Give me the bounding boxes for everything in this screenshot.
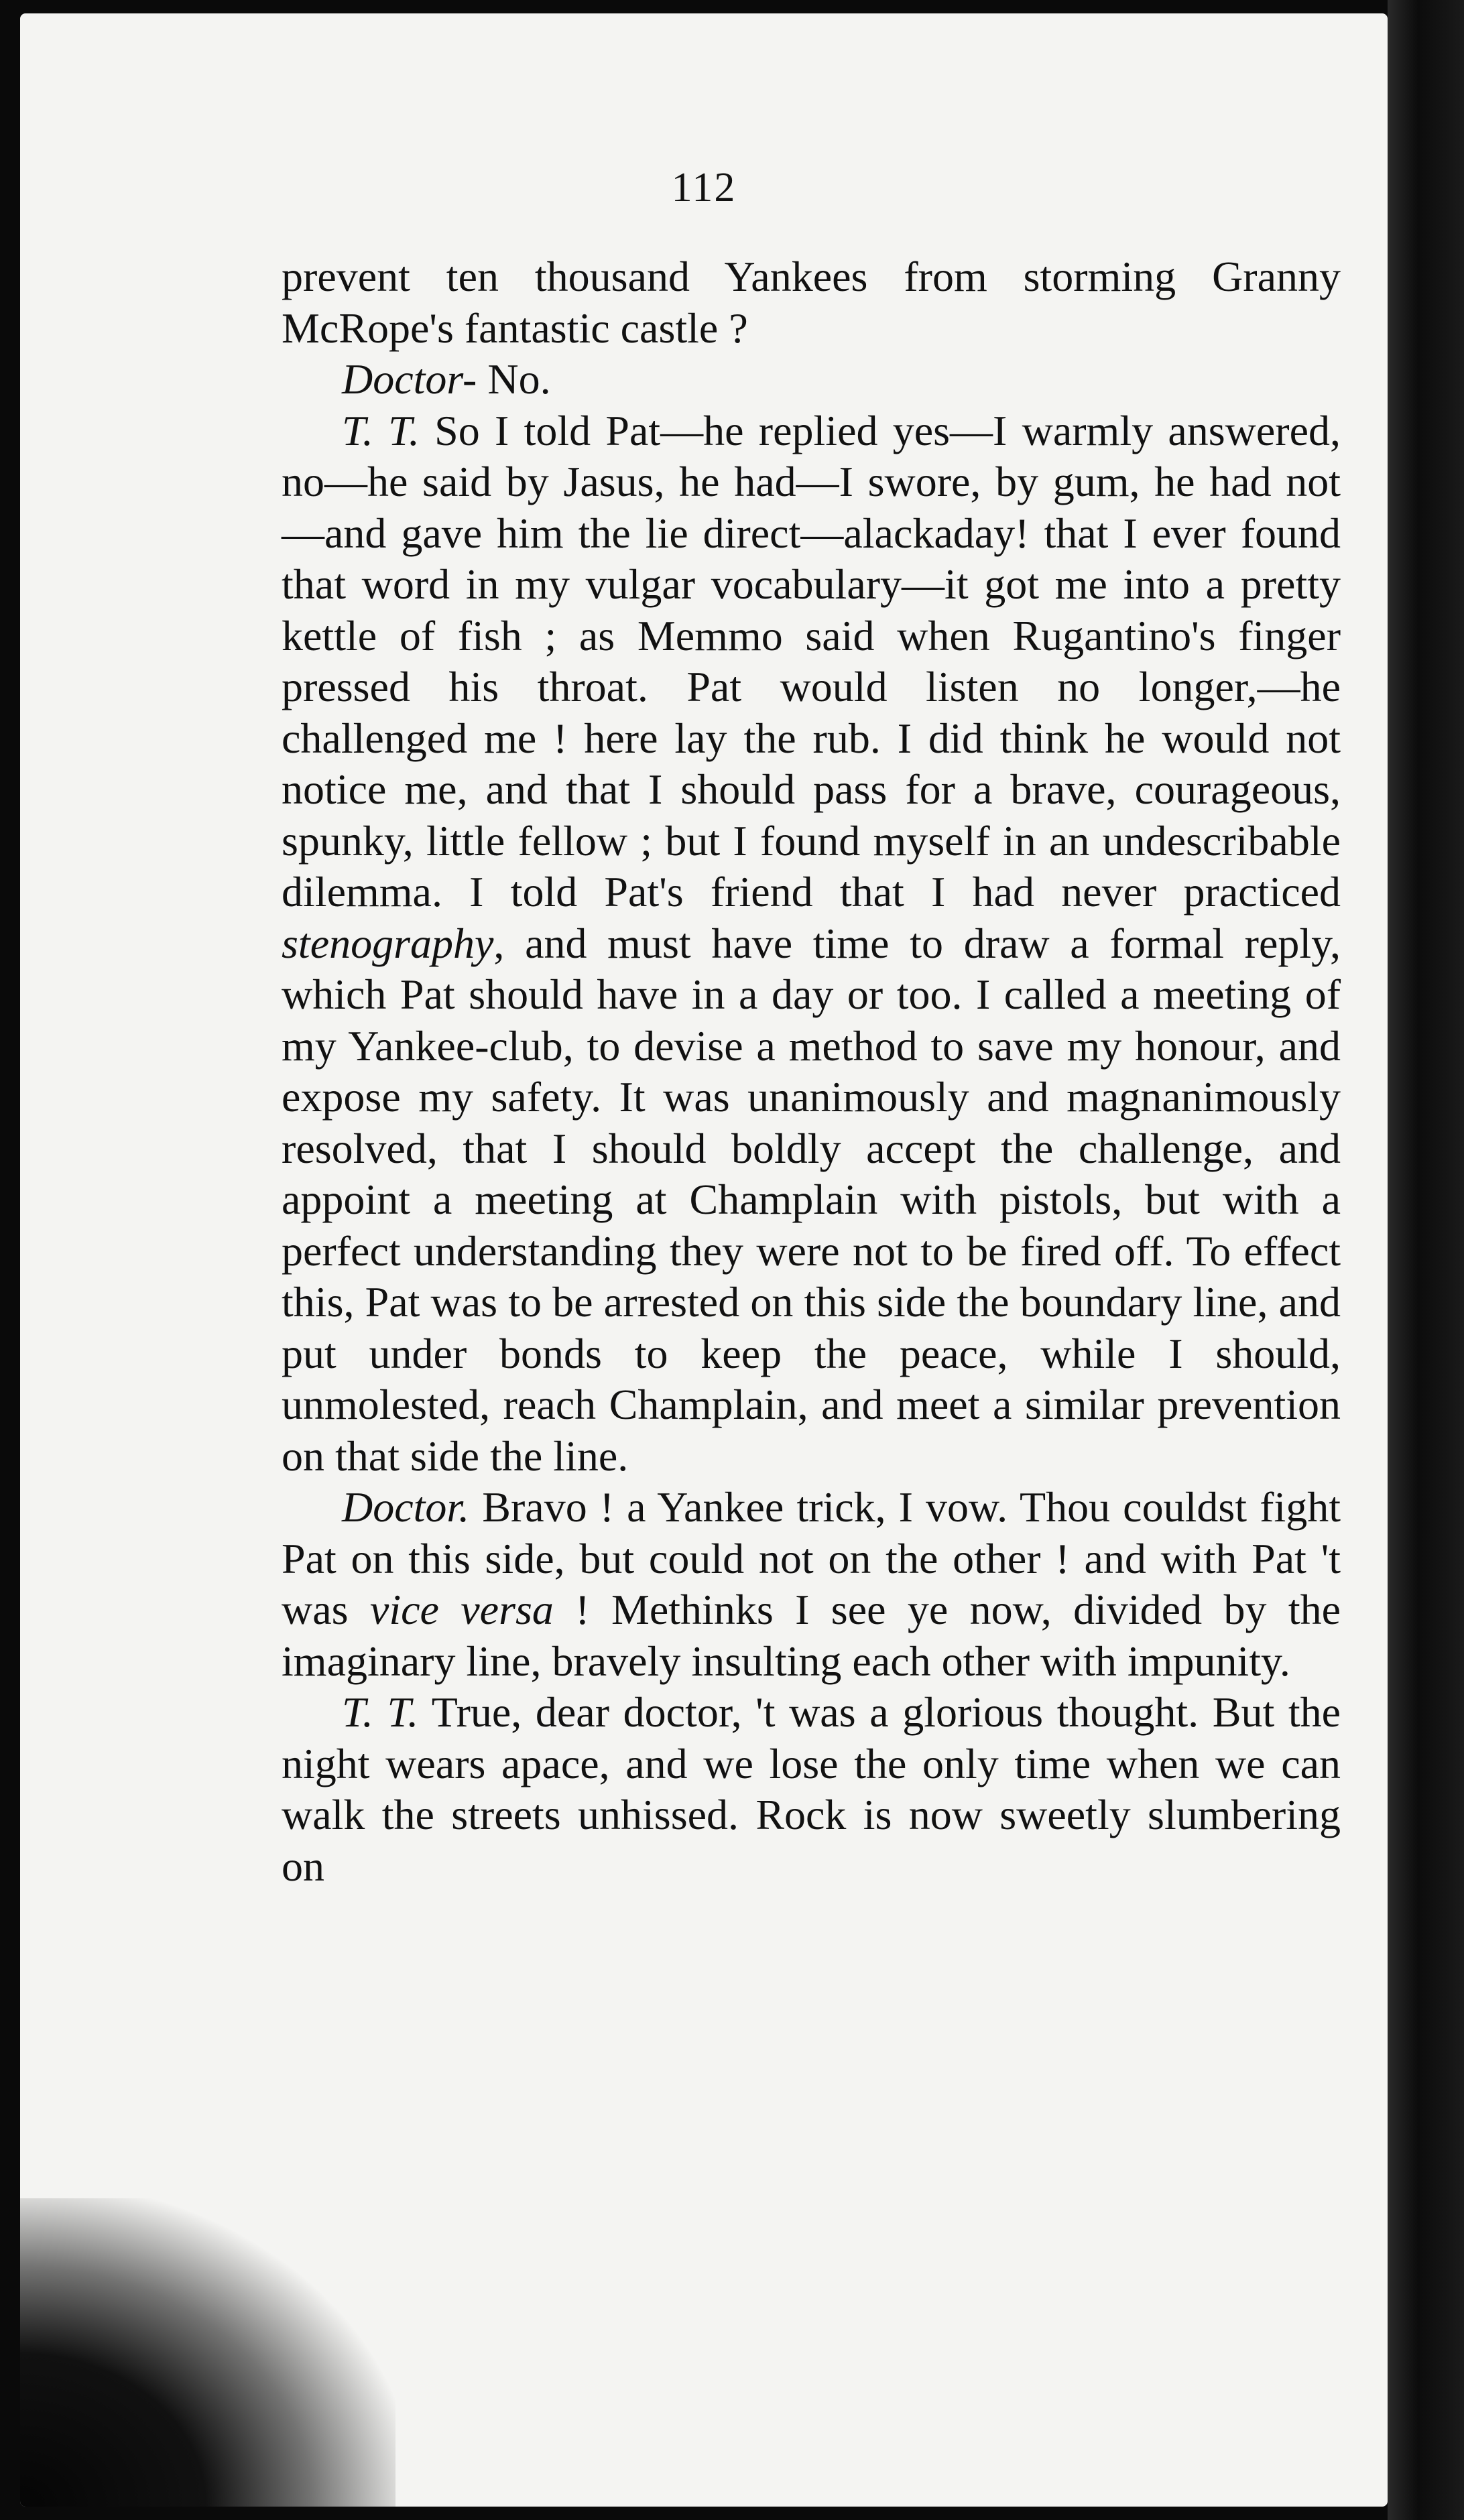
book-page bbox=[20, 13, 1388, 2507]
paragraph-text-continued: ! Methinks I see ye now, divided by the imaginary line, bravely insulting each other with impunity. bbox=[282, 1586, 1341, 1685]
paragraph-text: prevent ten thousand Yankees from storming Granny McRope's fantastic castle ? bbox=[282, 253, 1341, 352]
paragraph-text: True, dear doctor, 't was a glorious thought. But the night wears apace, and we lose the only time when we can walk the streets unhissed. Rock is now sweetly slumbering on bbox=[282, 1688, 1341, 1890]
paragraph-text: No. bbox=[477, 355, 551, 403]
paragraph-text-continued: , and must have time to draw a formal reply, which Pat should have in a day or too. I called a meeting of my Yankee-club, to devise a method to save my honour, and expose my safety. It was unanimously and magnanimously resolved, that I should boldly accept the challenge, and appoint a meeting at Champlain with pistols, but with a perfect understanding they were not to be fired off. To effect this, Pat was to be arrested on this side the boundary line, and put under bonds to keep the peace, while I should, unmolested, reach Champlain, and meet a similar prevention on that side the line. bbox=[282, 919, 1341, 1480]
page-number: 112 bbox=[671, 165, 737, 210]
speaker-label: Doctor- bbox=[342, 355, 477, 403]
paragraph-5 bbox=[282, 1687, 1341, 1892]
paragraph-text: Bravo ! a Yankee trick, I vow. Thou couldst fight Pat on this side, but could not on the other ! and with Pat 't was bbox=[282, 1483, 1341, 1633]
thumb-shadow bbox=[20, 2198, 395, 2507]
italic-phrase: vice versa bbox=[369, 1586, 554, 1633]
page-text bbox=[282, 251, 1341, 1892]
speaker-label: Doctor. bbox=[342, 1483, 470, 1531]
paragraph-3 bbox=[282, 405, 1341, 1483]
paragraph-1 bbox=[282, 251, 1341, 354]
paragraph-text: So I told Pat—he replied yes—I warmly answered, no—he said by Jasus, he had—I swore, by gum, he had not—and gave him the lie direct—alackaday! that I ever found that word in my vulgar vocabulary—it got me into a pretty kettle of fish ; as Memmo said when Rugantino's finger pressed his throat. Pat would listen no longer,—he challenged me ! here lay the rub. I did think he would not notice me, and that I should pass for a brave, courageous, spunky, little fellow ; but I found myself in an undescribable dilemma. I told Pat's friend that I had never practiced bbox=[282, 406, 1341, 916]
book-spine bbox=[1388, 0, 1464, 2520]
speaker-label: T. T. bbox=[342, 406, 420, 454]
paragraph-4 bbox=[282, 1482, 1341, 1687]
italic-word: stenography bbox=[282, 919, 494, 967]
paragraph-2 bbox=[282, 354, 1341, 405]
speaker-label: T. T. bbox=[342, 1688, 419, 1736]
